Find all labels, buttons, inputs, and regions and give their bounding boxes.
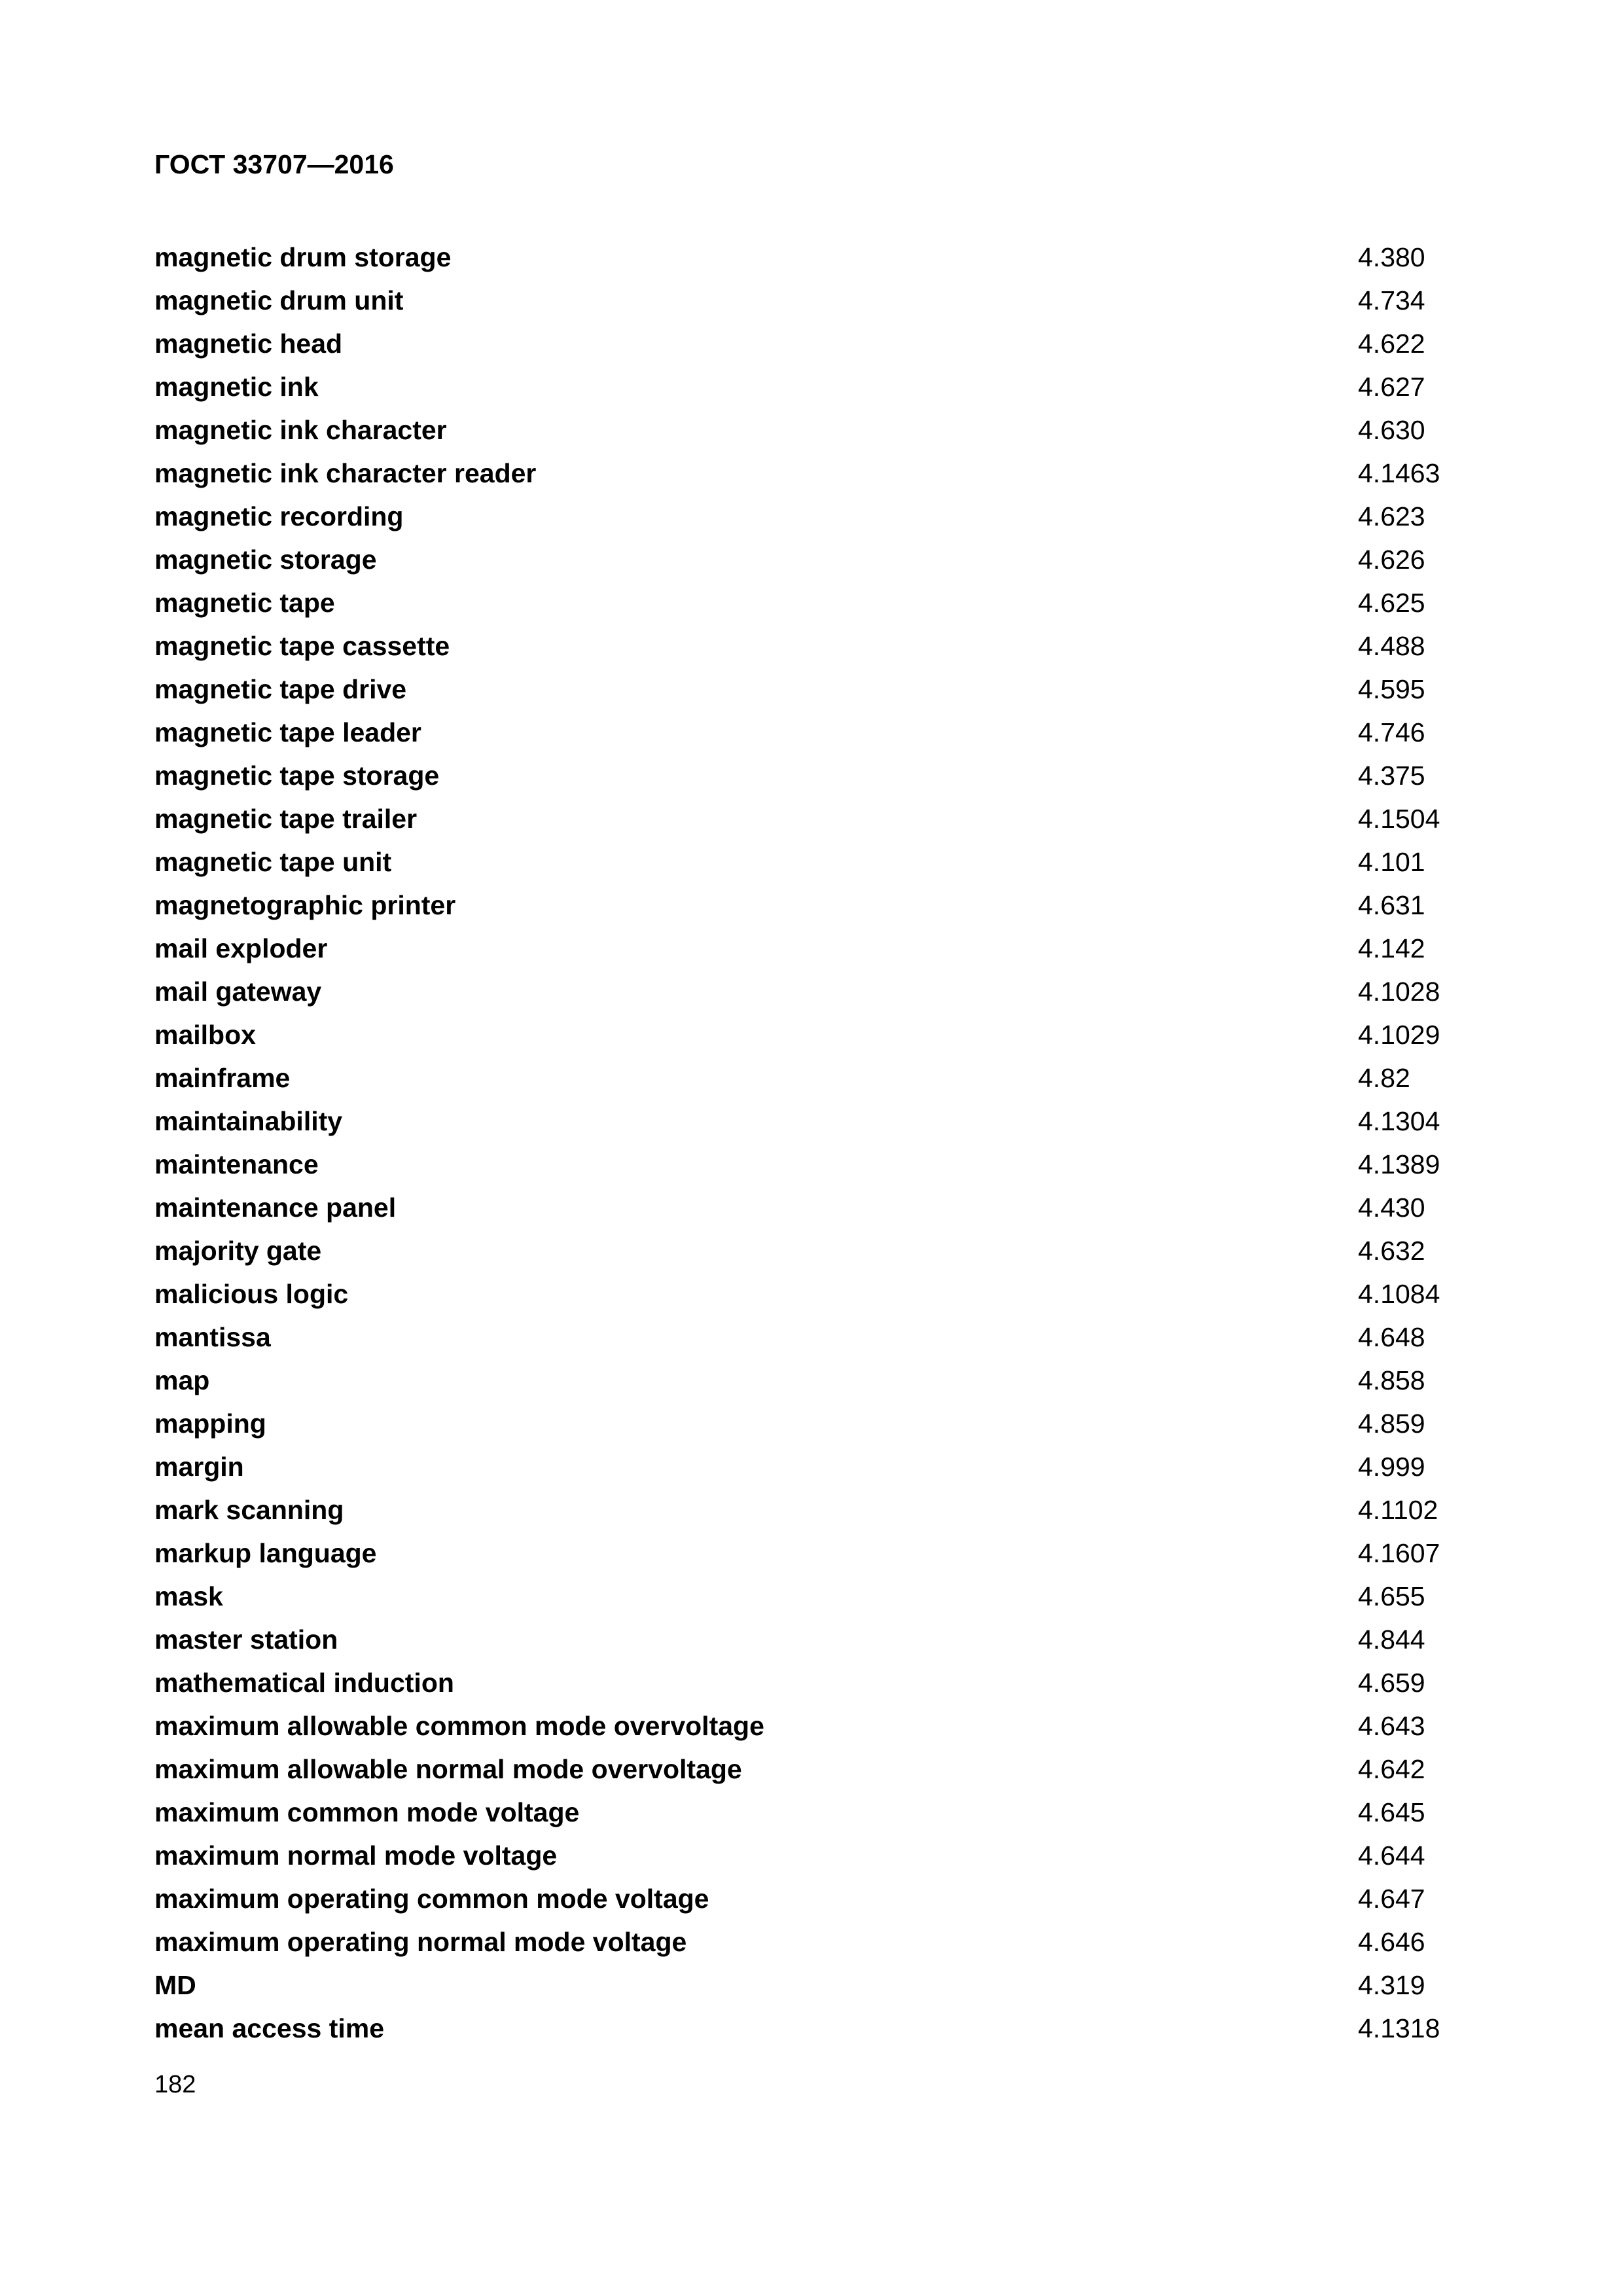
index-row [154,1316,1483,1359]
index-term: magnetic tape leader [154,717,421,747]
index-term: magnetic drum storage [154,242,452,272]
term-index-list [154,236,1483,2050]
index-term: maximum normal mode voltage [154,1840,558,1871]
index-term: magnetic tape unit [154,847,392,877]
index-term: markup language [154,1538,377,1568]
index-reference: 4.1463 [1358,458,1440,488]
index-term: magnetic ink character [154,415,447,445]
index-term: mainframe [154,1063,291,1093]
index-term: magnetic tape storage [154,761,440,791]
index-row [154,1532,1483,1575]
index-reference: 4.1102 [1358,1495,1438,1525]
index-reference: 4.642 [1358,1754,1425,1784]
index-term: mask [154,1581,223,1611]
index-reference: 4.859 [1358,1408,1425,1439]
index-reference: 4.626 [1358,545,1425,575]
index-row [154,236,1483,279]
index-term: MD [154,1970,196,2000]
index-reference: 4.632 [1358,1236,1425,1266]
index-row [154,1575,1483,1618]
index-reference: 4.999 [1358,1452,1425,1482]
index-term: maximum operating common mode voltage [154,1884,709,1914]
index-reference: 4.1607 [1358,1538,1440,1568]
index-term: mapping [154,1408,266,1439]
index-reference: 4.627 [1358,372,1425,402]
index-row [154,754,1483,797]
index-reference: 4.659 [1358,1668,1425,1698]
index-term: mantissa [154,1322,271,1352]
index-row [154,1143,1483,1186]
index-term: magnetic tape drive [154,674,407,704]
index-term: master station [154,1624,338,1655]
index-reference: 4.623 [1358,501,1425,531]
index-term: magnetic tape trailer [154,804,418,834]
index-row [154,624,1483,668]
index-term: maximum allowable common mode overvoltage [154,1711,764,1741]
index-reference: 4.430 [1358,1193,1425,1223]
index-reference: 4.844 [1358,1624,1425,1655]
index-row [154,1834,1483,1877]
index-term: magnetic storage [154,545,377,575]
index-reference: 4.1028 [1358,977,1440,1007]
index-row [154,2007,1483,2050]
index-reference: 4.648 [1358,1322,1425,1352]
index-row [154,322,1483,365]
index-row [154,668,1483,711]
index-reference: 4.858 [1358,1365,1425,1395]
index-reference: 4.630 [1358,415,1425,445]
index-reference: 4.1304 [1358,1106,1440,1136]
index-term: magnetic recording [154,501,404,531]
index-row [154,1229,1483,1272]
index-reference: 4.631 [1358,890,1425,920]
index-row [154,1272,1483,1316]
index-row [154,884,1483,927]
index-row [154,1877,1483,1920]
index-reference: 4.625 [1358,588,1425,618]
index-row [154,1359,1483,1402]
index-term: mean access time [154,2013,385,2043]
index-reference: 4.101 [1358,847,1425,877]
index-term: mail exploder [154,933,328,963]
index-term: magnetic ink character reader [154,458,537,488]
index-row [154,1013,1483,1056]
index-term: map [154,1365,210,1395]
index-reference: 4.1084 [1358,1279,1440,1309]
index-reference: 4.655 [1358,1581,1425,1611]
index-row [154,1920,1483,1964]
index-row [154,452,1483,495]
index-reference: 4.1504 [1358,804,1440,834]
index-row [154,1402,1483,1445]
index-term: majority gate [154,1236,322,1266]
index-row [154,1488,1483,1532]
index-row [154,1964,1483,2007]
index-row [154,1661,1483,1704]
index-term: maintenance panel [154,1193,397,1223]
index-row [154,1791,1483,1834]
index-row [154,1704,1483,1748]
index-term: magnetic tape cassette [154,631,450,661]
index-row [154,581,1483,624]
index-row [154,1100,1483,1143]
index-row [154,970,1483,1013]
index-term: magnetic head [154,329,343,359]
index-term: malicious logic [154,1279,349,1309]
index-term: mailbox [154,1020,256,1050]
index-term: maximum common mode voltage [154,1797,580,1827]
index-reference: 4.375 [1358,761,1425,791]
index-reference: 4.319 [1358,1970,1425,2000]
index-row [154,365,1483,408]
index-row [154,279,1483,322]
index-row [154,538,1483,581]
index-row [154,1056,1483,1100]
index-row [154,797,1483,840]
index-reference: 4.595 [1358,674,1425,704]
index-term: mathematical induction [154,1668,454,1698]
index-row [154,1748,1483,1791]
index-row [154,1186,1483,1229]
index-row [154,1618,1483,1661]
index-reference: 4.622 [1358,329,1425,359]
document-header: ГОСТ 33707—2016 [154,149,394,179]
index-reference: 4.380 [1358,242,1425,272]
index-row [154,840,1483,884]
index-reference: 4.645 [1358,1797,1425,1827]
index-row [154,408,1483,452]
index-term: maximum allowable normal mode overvoltage [154,1754,742,1784]
index-term: mark scanning [154,1495,344,1525]
index-term: maximum operating normal mode voltage [154,1927,687,1957]
index-row [154,927,1483,970]
index-reference: 4.734 [1358,285,1425,315]
index-term: maintainability [154,1106,343,1136]
index-reference: 4.746 [1358,717,1425,747]
index-reference: 4.82 [1358,1063,1410,1093]
index-term: magnetic ink [154,372,319,402]
index-term: maintenance [154,1149,319,1179]
index-row [154,495,1483,538]
index-reference: 4.1318 [1358,2013,1440,2043]
index-reference: 4.1389 [1358,1149,1440,1179]
index-reference: 4.142 [1358,933,1425,963]
index-row [154,1445,1483,1488]
index-reference: 4.488 [1358,631,1425,661]
index-row [154,711,1483,754]
index-term: mail gateway [154,977,322,1007]
index-reference: 4.646 [1358,1927,1425,1957]
index-term: magnetographic printer [154,890,456,920]
index-reference: 4.643 [1358,1711,1425,1741]
index-term: margin [154,1452,244,1482]
page-number: 182 [154,2071,196,2098]
index-term: magnetic tape [154,588,335,618]
index-reference: 4.647 [1358,1884,1425,1914]
index-term: magnetic drum unit [154,285,404,315]
index-reference: 4.644 [1358,1840,1425,1871]
index-reference: 4.1029 [1358,1020,1440,1050]
